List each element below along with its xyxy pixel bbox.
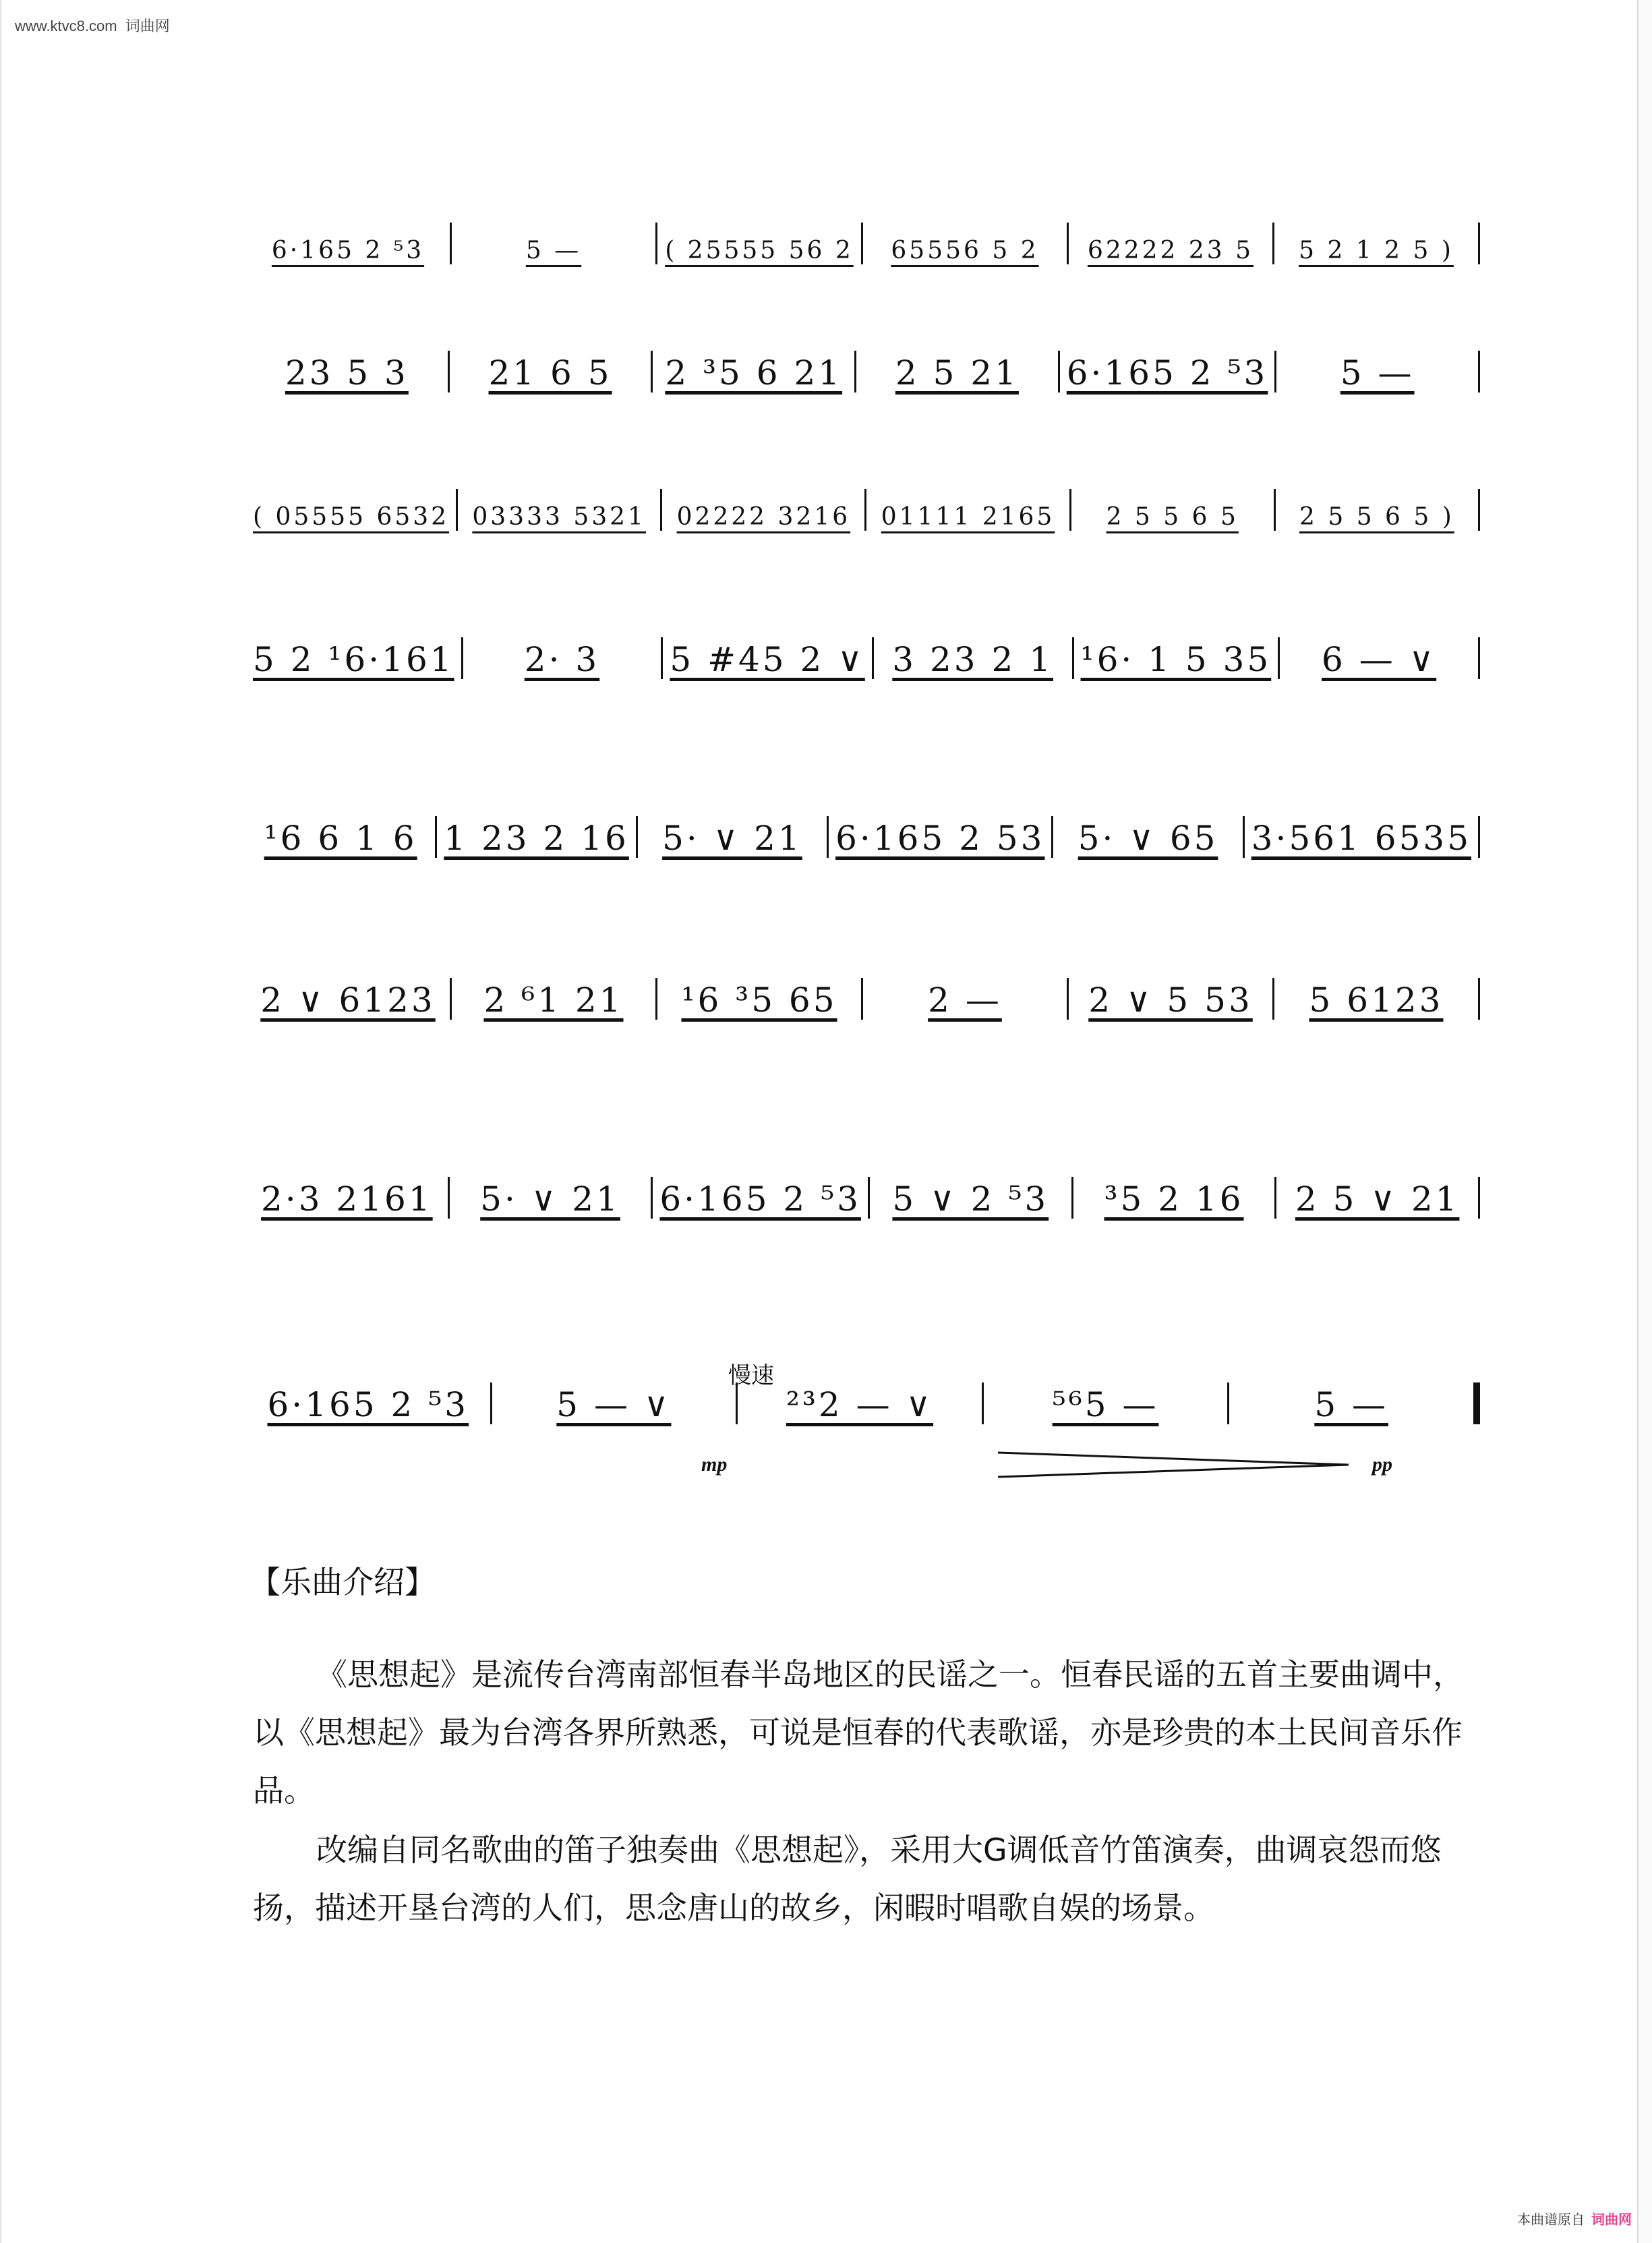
- measure-notes: 5· ∨ 65: [1078, 819, 1218, 858]
- score-measure: [1274, 237, 1478, 264]
- score-measure: [246, 819, 435, 858]
- measure-notes: ¹6 6 1 6: [264, 819, 417, 858]
- score-measure: [1245, 819, 1478, 858]
- measure-notes: 3 23 2 1: [892, 640, 1054, 679]
- score-measure: [1276, 503, 1478, 531]
- intro-paragraph-1: 《思想起》是流传台湾南部恒春半岛地区的民谣之一。恒春民谣的五首主要曲调中，以《思想起》最为台湾各界所熟悉，可说是恒春的代表歌谣，亦是珍贵的本土民间音乐作品。: [253, 1656, 1464, 1809]
- barline: [1478, 489, 1480, 531]
- measure-notes: ( 25555 56 2: [665, 237, 854, 264]
- measure-notes: ⁵⁶5 —: [1052, 1385, 1159, 1424]
- measure-notes: 5· ∨ 21: [480, 1179, 620, 1219]
- score-measure: [829, 819, 1051, 858]
- score-measure: [1280, 640, 1478, 679]
- measure-notes: 03333 5321: [472, 503, 646, 531]
- score-line: [246, 1382, 1480, 1424]
- score-measure: [1069, 237, 1272, 264]
- score-measure: [984, 1385, 1228, 1424]
- score-measure: [662, 503, 864, 531]
- measure-notes: 5 ∨ 2 ⁵3: [892, 1179, 1049, 1219]
- score-measure: [458, 503, 660, 531]
- score-measure: [437, 819, 636, 858]
- score-measure: [638, 819, 827, 858]
- measure-notes: 2 5 ∨ 21: [1295, 1179, 1460, 1219]
- measure-notes: 6·165 2 53: [835, 819, 1045, 858]
- score-line: [246, 489, 1480, 531]
- score-measure: [738, 1385, 982, 1424]
- barline: [1478, 978, 1480, 1020]
- left-watermark-strip: [0, 0, 1, 2243]
- measure-notes: 2 5 5 6 5 ): [1299, 503, 1454, 531]
- barline: [1478, 1177, 1480, 1219]
- score-measure: [856, 353, 1058, 392]
- score-measure: [1229, 1385, 1473, 1424]
- measure-notes: 6·165 2 ⁵3: [267, 1385, 469, 1424]
- score-measure: [1060, 353, 1275, 392]
- measure-notes: 2 5 21: [895, 353, 1019, 392]
- measure-notes: 2 ∨ 5 53: [1088, 981, 1253, 1020]
- score-measure: [866, 503, 1069, 531]
- measure-notes: ( 05555 6532: [253, 503, 450, 531]
- measure-notes: 23 5 3: [285, 353, 409, 392]
- measure-notes: 6·165 2 ⁵3: [271, 237, 425, 264]
- measure-notes: 6·165 2 ⁵3: [1066, 353, 1268, 392]
- score-measure: [1053, 819, 1242, 858]
- measure-notes: 3·561 6535: [1251, 819, 1472, 858]
- score-line: [246, 978, 1480, 1020]
- score-line: [246, 637, 1480, 679]
- measure-notes: ³5 2 16: [1104, 1179, 1244, 1219]
- measure-notes: 6·165 2 ⁵3: [659, 1179, 861, 1219]
- score-line: [246, 816, 1480, 858]
- score-measure: [1276, 1179, 1478, 1219]
- measure-notes: 2· 3: [524, 640, 600, 679]
- measure-notes: 2 ∨ 6123: [260, 981, 436, 1020]
- site-url: www.ktvc8.com: [15, 18, 117, 34]
- page-header: [15, 15, 170, 36]
- measure-notes: 1 23 2 16: [444, 819, 629, 858]
- measure-notes: 5 2 ¹6·161: [253, 640, 454, 679]
- measure-notes: 6 — ∨: [1322, 640, 1437, 679]
- score-measure: [450, 1179, 651, 1219]
- measure-notes: 5 — ∨: [556, 1385, 672, 1424]
- score-line: [246, 1177, 1480, 1219]
- score-measure: [1274, 981, 1478, 1020]
- intro-paragraph-2: 改编自同名歌曲的笛子独奏曲《思想起》，采用大G调低音竹笛演奏，曲调哀怨而悠扬，描述开垦台湾的人们，思念唐山的故乡，闲暇时唱歌自娱的场景。: [253, 1832, 1442, 1926]
- score-measure: [452, 981, 655, 1020]
- score-measure: [863, 981, 1067, 1020]
- measure-notes: 01111 2165: [881, 503, 1055, 531]
- score-measure: [657, 981, 861, 1020]
- score-measure: [246, 981, 450, 1020]
- tempo-mark: 慢速: [728, 1362, 774, 1389]
- score-measure: [653, 1179, 868, 1219]
- score-measure: [863, 237, 1067, 264]
- score-measure: [450, 353, 651, 392]
- score-measure: [1074, 640, 1278, 679]
- measure-notes: 21 6 5: [488, 353, 612, 392]
- score-measure: [1069, 981, 1272, 1020]
- measure-notes: 2 ³5 6 21: [665, 353, 843, 392]
- score-line: [246, 351, 1480, 392]
- score-measure: [492, 1385, 736, 1424]
- score-measure: [246, 640, 461, 679]
- measure-notes: 2 5 5 6 5: [1106, 503, 1239, 531]
- score-measure: [1071, 503, 1274, 531]
- score-line: [246, 223, 1480, 264]
- barline: [1478, 637, 1480, 679]
- measure-notes: 5 #45 2 ∨: [670, 640, 865, 679]
- measure-notes: 2 ⁶1 21: [483, 981, 624, 1020]
- barline: [1478, 223, 1480, 264]
- score-measure: [246, 1385, 490, 1424]
- score-measure: [870, 1179, 1071, 1219]
- score-measure: [246, 1179, 448, 1219]
- footer-source: 本曲谱原自: [1517, 2213, 1585, 2227]
- barline: [1478, 351, 1480, 392]
- score-measure: [452, 237, 655, 264]
- decrescendo-hairpin: [991, 1450, 1355, 1480]
- measure-notes: 2·3 2161: [261, 1179, 433, 1219]
- footer-brand: 词曲网: [1591, 2213, 1632, 2227]
- measure-notes: 5 —: [1340, 353, 1415, 392]
- measure-notes: 2 —: [928, 981, 1002, 1020]
- right-page-edge: [1637, 0, 1652, 2243]
- measure-notes: 5 6123: [1309, 981, 1444, 1020]
- measure-notes: ¹6· 1 5 35: [1080, 640, 1272, 679]
- measure-notes: 62222 23 5: [1087, 237, 1254, 264]
- score-measure: [657, 237, 861, 264]
- score-measure: [874, 640, 1072, 679]
- score-measure: [1276, 353, 1478, 392]
- score-measure: [246, 237, 450, 264]
- measure-notes: 65556 5 2: [891, 237, 1039, 264]
- dynamic-pp: pp: [1372, 1453, 1392, 1476]
- measure-notes: 5· ∨ 21: [662, 819, 802, 858]
- measure-notes: 02222 3216: [676, 503, 851, 531]
- score-measure: [1073, 1179, 1275, 1219]
- barline: [1473, 1382, 1480, 1424]
- score-measure: [246, 353, 448, 392]
- score-measure: [653, 353, 854, 392]
- measure-notes: ¹6 ³5 65: [681, 981, 837, 1020]
- section-title: 【乐曲介绍】: [249, 1564, 436, 1600]
- measure-notes: 5 —: [525, 237, 582, 264]
- measure-notes: ²³2 — ∨: [786, 1385, 934, 1424]
- measure-notes: 5 —: [1314, 1385, 1389, 1424]
- score-measure: [463, 640, 661, 679]
- score-measure: [663, 640, 871, 679]
- score-measure: [246, 503, 456, 531]
- measure-notes: 5 2 1 2 5 ): [1299, 237, 1454, 264]
- site-brand: 词曲网: [125, 18, 170, 34]
- dynamic-mp: mp: [701, 1453, 728, 1476]
- barline: [1478, 816, 1480, 858]
